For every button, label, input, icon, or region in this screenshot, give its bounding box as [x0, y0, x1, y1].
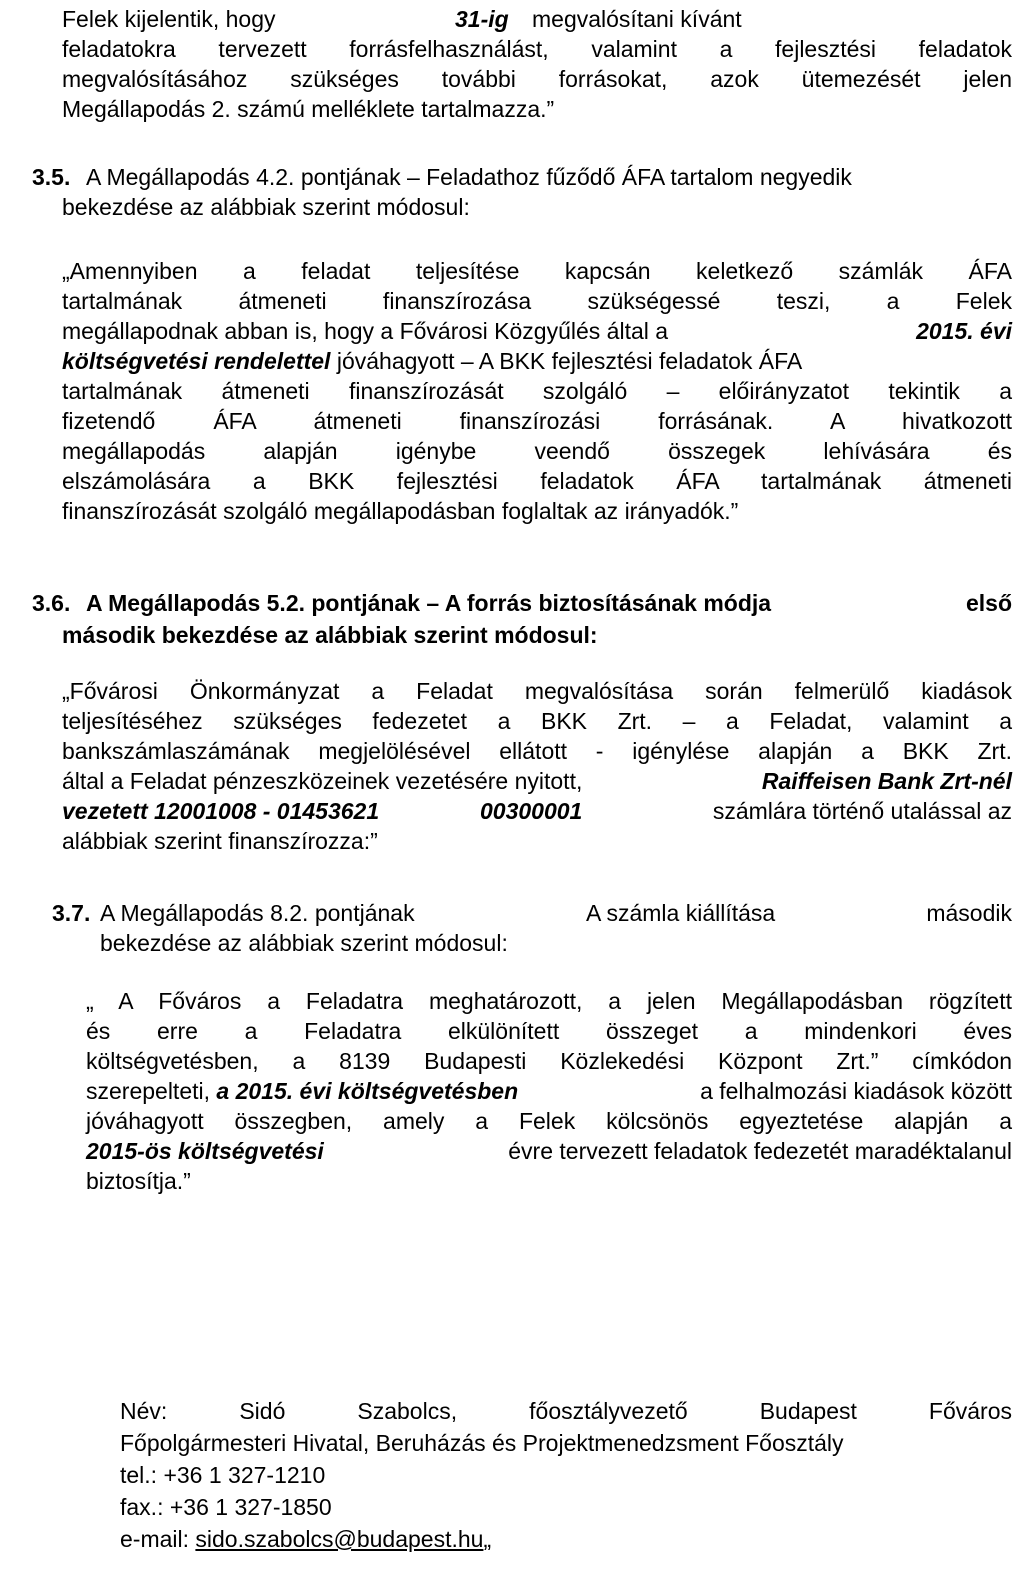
- quote-3-5-line-2: tartalmának átmeneti finanszírozása szükségessé teszi, a Felek: [62, 288, 1012, 314]
- quote-3-7-line-2: és erre a Feladatra elkülönített összeget a mindenkori éves: [86, 1018, 1012, 1044]
- section-3-7-heading-line-1: [100, 898, 1012, 928]
- section-3-5-number: 3.5.: [32, 164, 71, 190]
- section-3-6-heading-line-2: második bekezdése az alábbiak szerint módosul:: [62, 622, 598, 648]
- quote-3-6-line-5: [62, 796, 1012, 826]
- quote-3-5-line-4-bold: költségvetési rendelettel: [62, 348, 331, 374]
- section-3-5-quote: [62, 256, 1012, 526]
- quote-3-5-line-3-text: megállapodnak abban is, hogy a Fővárosi Közgyűlés által a: [62, 318, 669, 344]
- intro-line-3: megvalósításához szükséges további forrásokat, azok ütemezését jelen: [62, 66, 1012, 92]
- contact-email-line: [120, 1523, 1012, 1555]
- quote-3-5-line-4-text: jóváhagyott – A BKK fejlesztési feladatok ÁFA: [336, 348, 803, 374]
- quote-3-6-account-b: 00300001: [480, 798, 583, 824]
- quote-3-6-account-a: vezetett 12001008 - 01453621: [62, 798, 380, 824]
- intro-line-4: Megállapodás 2. számú melléklete tartalmazza.”: [62, 96, 555, 122]
- quote-3-6-line-4: [62, 766, 1012, 796]
- contact-name-line: Név: Sidó Szabolcs, főosztályvezető Budapest Főváros: [120, 1398, 1012, 1424]
- quote-3-6-line-5-text: számlára történő utalással az: [712, 798, 1012, 824]
- section-3-7-heading-a: A Megállapodás 8.2. pontjának: [100, 900, 415, 926]
- quote-3-6-line-6: alábbiak szerint finanszírozza:”: [62, 828, 378, 854]
- quote-3-7-line-4-text: szerepelteti,: [86, 1078, 211, 1104]
- quote-3-5-line-4: [62, 346, 1012, 376]
- quote-3-5-line-6: fizetendő ÁFA átmeneti finanszírozási forrásának. A hivatkozott: [62, 408, 1012, 434]
- quote-3-7-line-5: jóváhagyott összegben, amely a Felek kölcsönös egyeztetése alapján a: [86, 1108, 1012, 1134]
- quote-3-6-line-4-text: által a Feladat pénzeszközeinek vezetésére nyitott,: [62, 768, 583, 794]
- section-3-7-heading-c: második: [926, 900, 1012, 926]
- quote-3-7-line-4-tail: a felhalmozási kiadások között: [700, 1078, 1012, 1104]
- section-3-7-number: 3.7.: [52, 900, 91, 926]
- section-3-7-heading: [100, 898, 1012, 958]
- section-3-5-heading: [86, 162, 1012, 192]
- contact-email-link[interactable]: sido.szabolcs@budapest.hu: [195, 1526, 484, 1552]
- section-3-6-heading-text: A Megállapodás 5.2. pontjának – A forrás biztosításának módja: [86, 590, 772, 616]
- section-3-6-heading: [86, 588, 1012, 618]
- quote-3-5-line-3-bold: 2015. évi: [916, 318, 1012, 344]
- quote-3-5-line-3: [62, 316, 1012, 346]
- quote-3-5-line-5: tartalmának átmeneti finanszírozását szolgáló – előirányzatot tekintik a: [62, 378, 1012, 404]
- quote-3-7-line-6: [86, 1136, 1012, 1166]
- quote-3-5-line-1: „Amennyiben a feladat teljesítése kapcsán keletkező számlák ÁFA: [62, 258, 1012, 284]
- quote-3-5-line-9: finanszírozását szolgáló megállapodásban foglaltak az irányadók.”: [62, 498, 739, 524]
- section-3-5-heading-line-1: A Megállapodás 4.2. pontjának – Feladathoz fűződő ÁFA tartalom negyedik: [86, 164, 852, 190]
- intro-text-a: Felek kijelentik, hogy: [62, 6, 276, 32]
- contact-phone: tel.: +36 1 327-1210: [120, 1462, 326, 1488]
- intro-paragraph: [62, 4, 1012, 124]
- quote-3-5-line-7: megállapodás alapján igénybe veendő összegek lehívására és: [62, 438, 1012, 464]
- section-3-6-heading-2: [62, 620, 1012, 650]
- intro-text-c: megvalósítani kívánt: [532, 6, 742, 32]
- quote-3-6-line-3: bankszámlaszámának megjelölésével ellátott - igénylése alapján a BKK Zrt.: [62, 738, 1012, 764]
- contact-office-line: Főpolgármesteri Hivatal, Beruházás és Projektmenedzsment Főosztály: [120, 1430, 844, 1456]
- quote-3-7-line-4: [86, 1076, 1012, 1106]
- section-3-6-heading-first: első: [965, 590, 1012, 616]
- intro-line-2: feladatokra tervezett forrásfelhasználást, valamint a fejlesztési feladatok: [62, 36, 1012, 62]
- quote-3-7-line-1: „ A Főváros a Feladatra meghatározott, a jelen Megállapodásban rögzített: [86, 988, 1012, 1014]
- section-3-5-heading-2: [62, 192, 1012, 222]
- quote-3-6-line-1: „Fővárosi Önkormányzat a Feladat megvalósítása során felmerülő kiadások: [62, 678, 1012, 704]
- quote-3-7-line-3: költségvetésben, a 8139 Budapesti Közlekedési Központ Zrt.” címkódon: [86, 1048, 1012, 1074]
- contact-email-label: e-mail:: [120, 1526, 190, 1552]
- contact-email-tail: „: [483, 1526, 492, 1552]
- section-3-7-heading-b: A számla kiállítása: [586, 900, 776, 926]
- quote-3-7-line-6-bold: 2015-ös költségvetési: [86, 1138, 324, 1164]
- section-3-6-quote: [62, 676, 1012, 856]
- intro-date-bold: 31-ig: [455, 6, 509, 32]
- quote-3-7-line-4-bold: a 2015. évi költségvetésben: [216, 1078, 519, 1104]
- quote-3-6-line-2: teljesítéséhez szükséges fedezetet a BKK Zrt. – a Feladat, valamint a: [62, 708, 1012, 734]
- contact-block: [120, 1395, 1012, 1555]
- section-3-7-quote: [86, 986, 1012, 1196]
- quote-3-7-line-7: biztosítja.”: [86, 1168, 191, 1194]
- intro-line-1: [62, 4, 1012, 34]
- contact-fax: fax.: +36 1 327-1850: [120, 1494, 332, 1520]
- quote-3-7-line-6-text: évre tervezett feladatok fedezetét maradéktalanul: [508, 1138, 1012, 1164]
- quote-3-5-line-8: elszámolására a BKK fejlesztési feladatok ÁFA tartalmának átmeneti: [62, 468, 1012, 494]
- section-3-6-heading-line-1: [86, 588, 1012, 618]
- section-3-7-heading-line-2: bekezdése az alábbiak szerint módosul:: [100, 930, 508, 956]
- section-3-5-heading-line-2: bekezdése az alábbiak szerint módosul:: [62, 194, 470, 220]
- section-3-6-number: 3.6.: [32, 590, 71, 616]
- quote-3-6-bank-name: Raiffeisen Bank Zrt-nél: [761, 768, 1012, 794]
